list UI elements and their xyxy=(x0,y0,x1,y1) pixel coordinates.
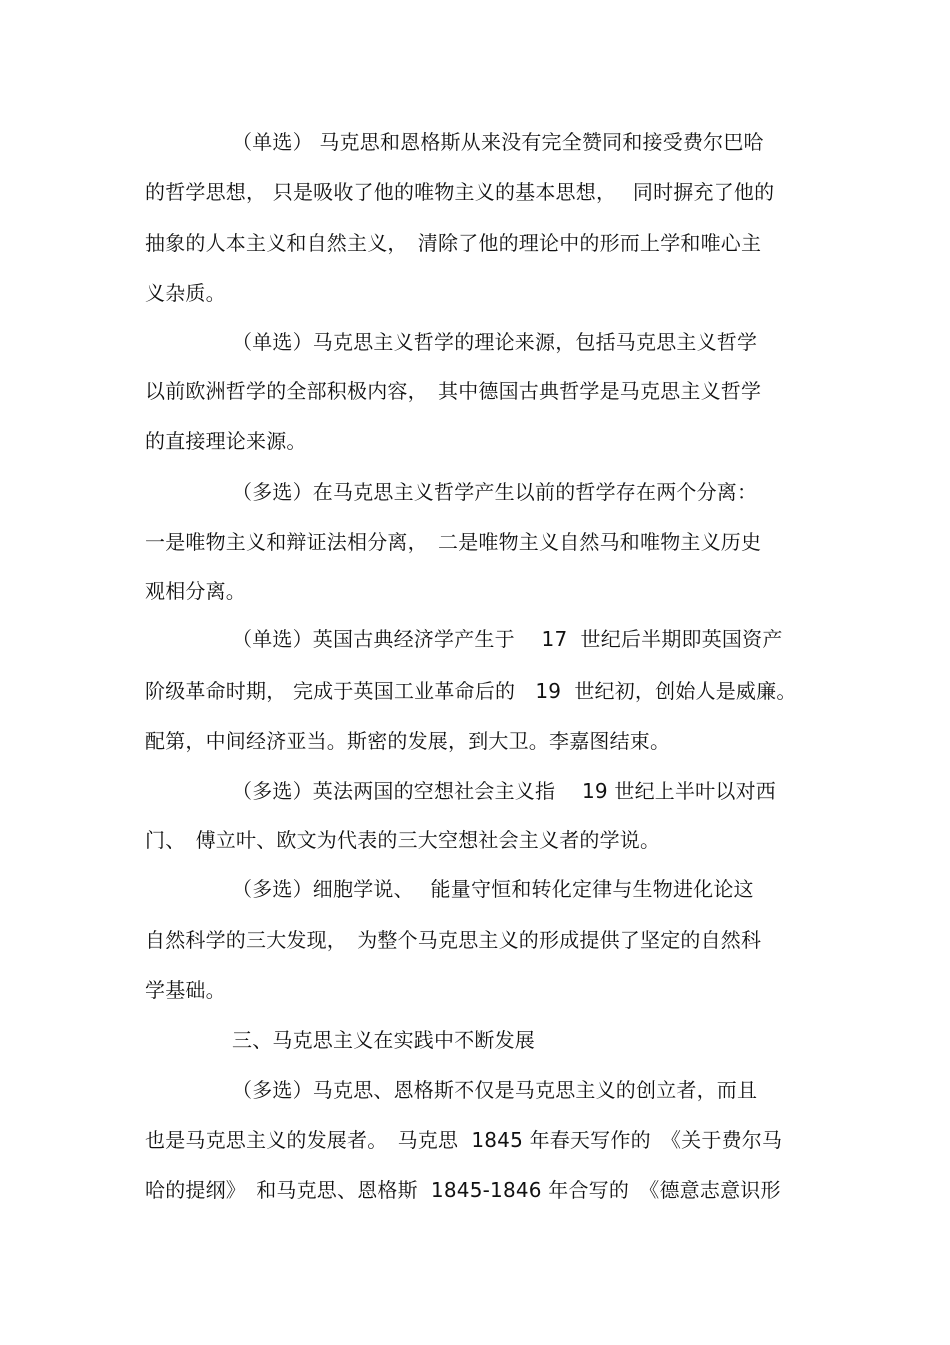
paragraph-7-line-3: 哈的提纲》 和马克思、恩格斯 1845-1846 年合写的 《德意志意识形 xyxy=(145,1178,781,1202)
paragraph-6-line-2: 自然科学的三大发现， 为整个马克思主义的形成提供了坚定的自然科 xyxy=(145,928,762,952)
paragraph-7-line-1: （多选）马克思、恩格斯不仅是马克思主义的创立者，而且 xyxy=(232,1078,758,1102)
paragraph-3-line-1: （多选）在马克思主义哲学产生以前的哲学存在两个分离： xyxy=(232,480,758,504)
paragraph-1-line-1: （单选） 马克思和恩格斯从来没有完全赞同和接受费尔巴哈 xyxy=(232,130,764,154)
paragraph-6-line-3: 学基础。 xyxy=(145,978,226,1002)
paragraph-6-line-1: （多选）细胞学说、 能量守恒和转化定律与生物进化论这 xyxy=(232,877,754,901)
paragraph-4-line-3: 配第，中间经济亚当。斯密的发展，到大卫。李嘉图结束。 xyxy=(145,729,671,753)
paragraph-5-line-1: （多选）英法两国的空想社会主义指 19 世纪上半叶以对西 xyxy=(232,779,776,803)
paragraph-1-line-4: 义杂质。 xyxy=(145,281,226,305)
paragraph-2-line-1: （单选）马克思主义哲学的理论来源，包括马克思主义哲学 xyxy=(232,330,758,354)
paragraph-5-line-2: 门、 傅立叶、欧文为代表的三大空想社会主义者的学说。 xyxy=(145,828,661,852)
paragraph-2-line-2: 以前欧洲哲学的全部积极内容， 其中德国古典哲学是马克思主义哲学 xyxy=(145,379,762,403)
section-heading: 三、马克思主义在实践中不断发展 xyxy=(232,1028,535,1052)
paragraph-4-line-2: 阶级革命时期， 完成于英国工业革命后的 19 世纪初，创始人是威廉。 xyxy=(145,679,797,703)
paragraph-7-line-2: 也是马克思主义的发展者。 马克思 1845 年春天写作的 《关于费尔马 xyxy=(145,1128,783,1152)
paragraph-1-line-2: 的哲学思想， 只是吸收了他的唯物主义的基本思想， 同时摒充了他的 xyxy=(145,180,775,204)
paragraph-1-line-3: 抽象的人本主义和自然主义， 清除了他的理论中的形而上学和唯心主 xyxy=(145,231,762,255)
paragraph-2-line-3: 的直接理论来源。 xyxy=(145,429,307,453)
paragraph-4-line-1: （单选）英国古典经济学产生于 17 世纪后半期即英国资产 xyxy=(232,627,783,651)
paragraph-3-line-2: 一是唯物主义和辩证法相分离， 二是唯物主义自然马和唯物主义历史 xyxy=(145,530,762,554)
paragraph-3-line-3: 观相分离。 xyxy=(145,579,246,603)
